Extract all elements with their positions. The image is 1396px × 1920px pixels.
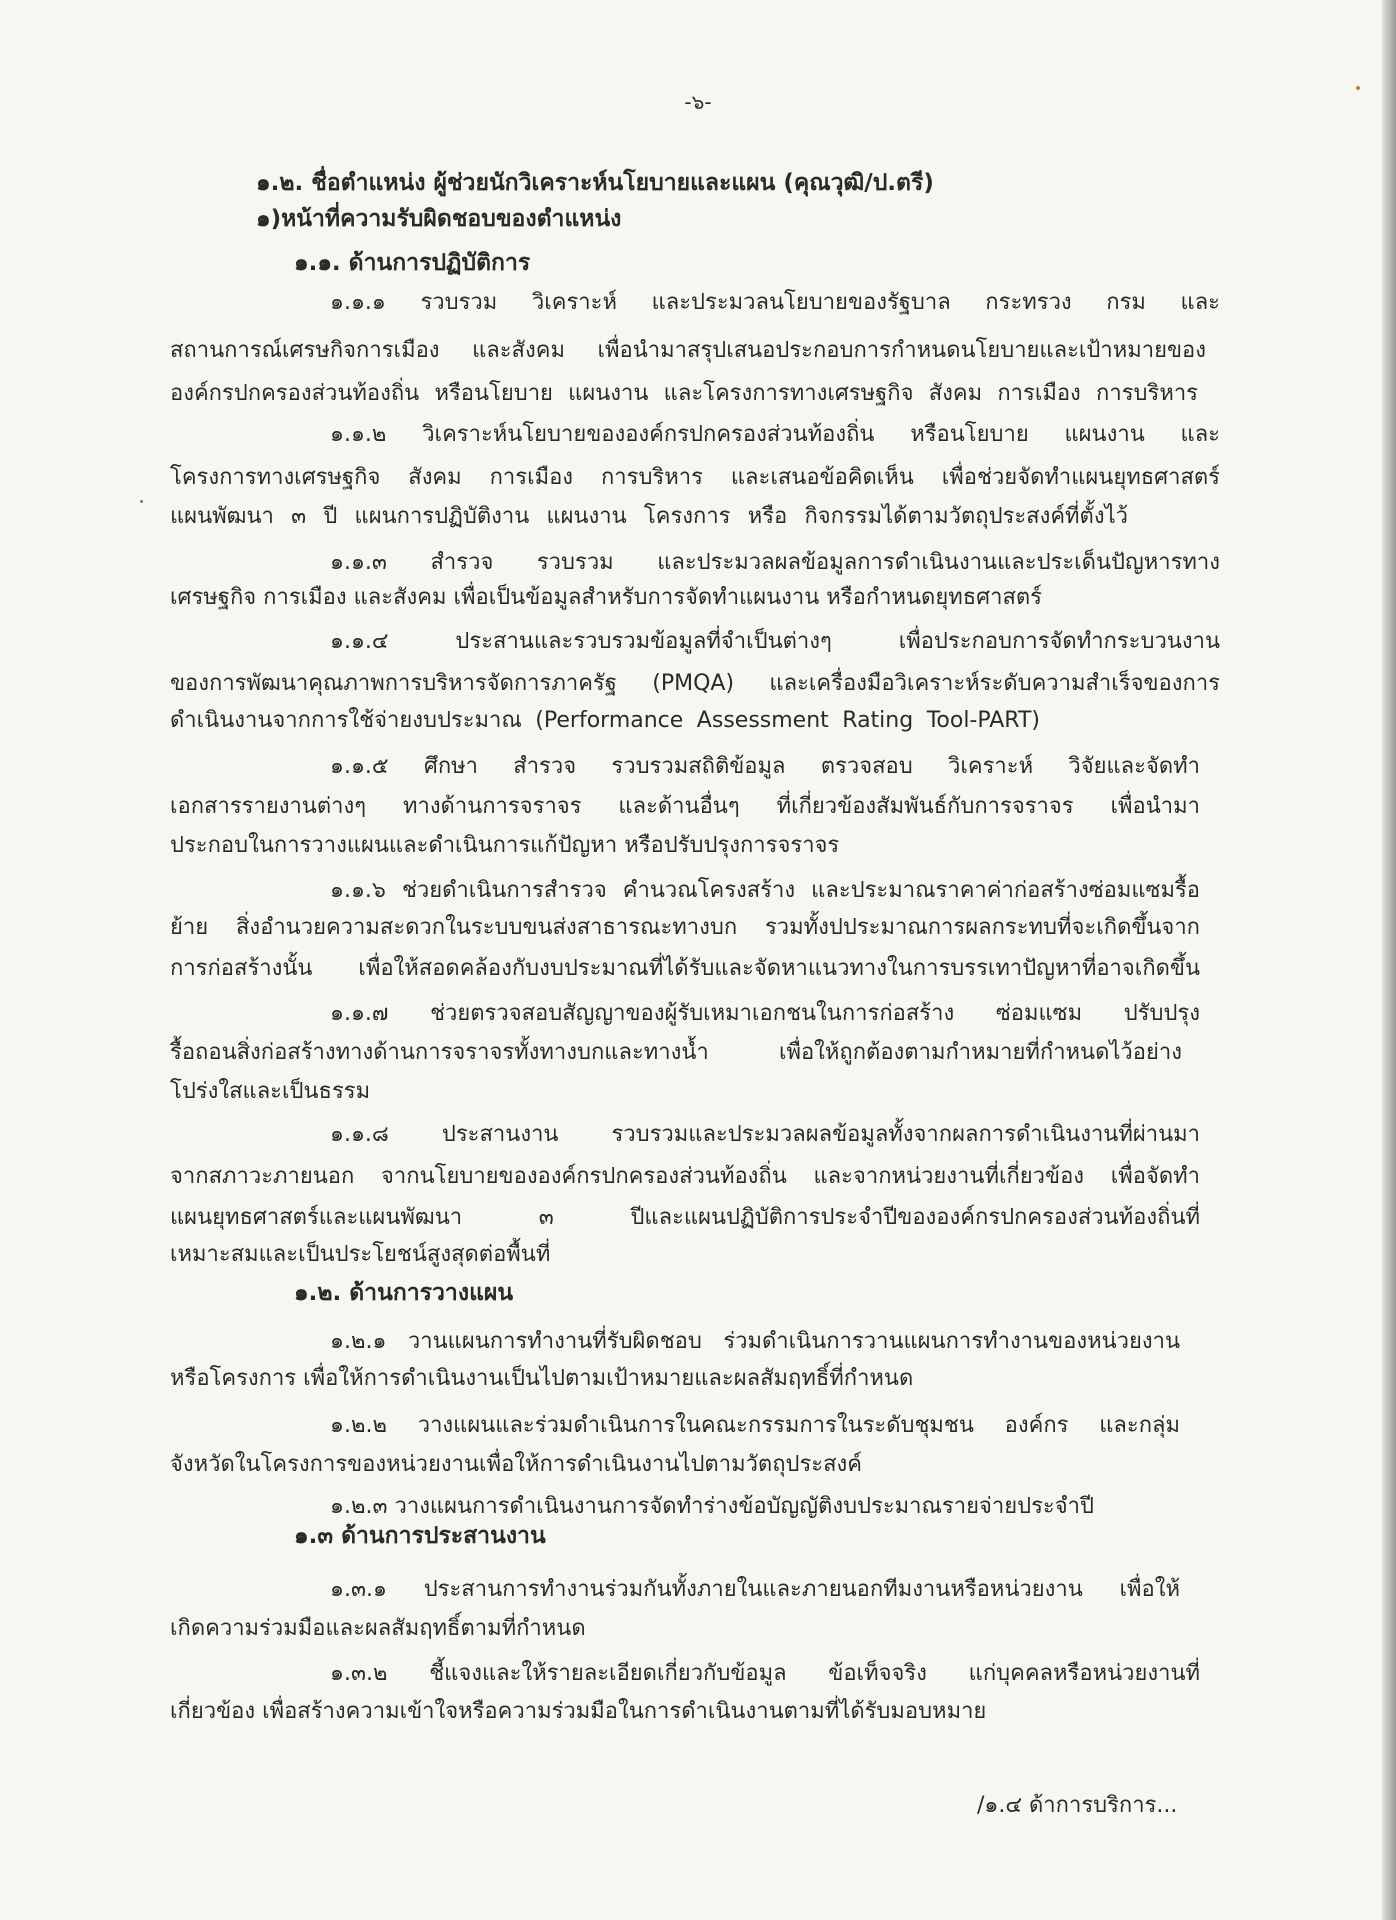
paragraph-line: โปร่งใสและเป็นธรรม bbox=[170, 1079, 371, 1104]
duties-title: ๑)หน้าที่ความรับผิดชอบของตำแหน่ง bbox=[256, 206, 622, 232]
paragraph-line: สถานการณ์เศรษกิจการเมือง และสังคม เพื่อนำมาสรุปเสนอประกอบการกำหนดนโยบายและเป้าหมายของ bbox=[170, 338, 1206, 363]
paragraph-line: ๑.๑.๕ ศึกษา สำรวจ รวบรวมสถิติข้อมูล ตรวจสอบ วิเคราะห์ วิจัยและจัดทำ bbox=[330, 754, 1200, 779]
paragraph-line: แผนพัฒนา ๓ ปี แผนการปฏิบัติงาน แผนงาน โครงการ หรือ กิจกรรมได้ตามวัตถุประสงค์ที่ตั้งไว้ bbox=[170, 504, 1128, 529]
paragraph-line: ของการพัฒนาคุณภาพการบริหารจัดการภาครัฐ (PMQA) และเครื่องมือวิเคราะห์ระดับความสำเร็จของการ bbox=[170, 671, 1220, 696]
paragraph-line: ๑.๓.๑ ประสานการทำงานร่วมกันทั้งภายในและภายนอกทีมงานหรือหน่วยงาน เพื่อให้ bbox=[330, 1577, 1180, 1602]
paragraph-line: ย้าย สิ่งอำนวยความสะดวกในระบบขนส่งสาธารณะทางบก รวมทั้งปประมาณการผลกระทบที่จะเกิดขึ้นจาก bbox=[170, 915, 1200, 940]
section-heading-operations: ๑.๑. ด้านการปฏิบัติการ bbox=[294, 250, 531, 276]
paragraph-line: ๑.๓.๒ ชี้แจงและให้รายละเอียดเกี่ยวกับข้อมูล ข้อเท็จจริง แก่บุคคลหรือหน่วยงานที่ bbox=[330, 1661, 1200, 1686]
paragraph-line: เศรษฐกิจ การเมือง และสังคม เพื่อเป็นข้อมูลสำหรับการจัดทำแผนงาน หรือกำหนดยุทธศาสตร์ bbox=[170, 585, 1042, 610]
section-heading-coordination: ๑.๓ ด้านการประสานงาน bbox=[294, 1523, 546, 1549]
page-number: -๖- bbox=[684, 90, 712, 114]
paragraph-line: ๑.๑.๓ สำรวจ รวบรวม และประมวลผลข้อมูลการดำเนินงานและประเด็นปัญหารทาง bbox=[330, 550, 1220, 575]
paragraph-line: หรือโครงการ เพื่อให้การดำเนินงานเป็นไปตามเป้าหมายและผลสัมฤทธิ์ที่กำหนด bbox=[170, 1366, 914, 1391]
paragraph-line: รื้อถอนสิ่งก่อสร้างทางด้านการจราจรทั้งทางบกและทางน้ำ เพื่อให้ถูกต้องตามกำหมายที่กำหนดไว้อย่าง bbox=[170, 1040, 1182, 1065]
paragraph-line: ๑.๑.๖ ช่วยดำเนินการสำรวจ คำนวณโครงสร้าง และประมาณราคาค่าก่อสร้างซ่อมแซมรื้อ bbox=[330, 878, 1200, 903]
paragraph-line: ๑.๑.๘ ประสานงาน รวบรวมและประมวลผลข้อมูลทั้งจากผลการดำเนินงานที่ผ่านมา bbox=[330, 1122, 1200, 1147]
paragraph-line: ประกอบในการวางแผนและดำเนินการแก้ปัญหา หรือปรับปรุงการจราจร bbox=[170, 833, 840, 858]
position-title: ๑.๒. ชื่อตำแหน่ง ผู้ช่วยนักวิเคราะห์นโยบายและแผน (คุณวุฒิ/ป.ตรี) bbox=[256, 170, 934, 196]
paragraph-line: ๑.๑.๒ วิเคราะห์นโยบายขององค์กรปกครองส่วนท้องถิ่น หรือนโยบาย แผนงาน และ bbox=[330, 422, 1220, 447]
continuation-footer: /๑.๔ ด้าการบริการ... bbox=[977, 1793, 1178, 1818]
paragraph-line: ๑.๑.๔ ประสานและรวบรวมข้อมูลที่จำเป็นต่างๆ เพื่อประกอบการจัดทำกระบวนงาน bbox=[330, 629, 1220, 654]
paragraph-line: ดำเนินงานจากการใช้จ่ายงบประมาณ (Performance Assessment Rating Tool-PART) bbox=[170, 708, 1040, 733]
paragraph-line: ๑.๒.๓ วางแผนการดำเนินงานการจัดทำร่างข้อบัญญัติงบประมาณรายจ่ายประจำปี bbox=[330, 1494, 1094, 1519]
paragraph-line: เกิดความร่วมมือและผลสัมฤทธิ์ตามที่กำหนด bbox=[170, 1616, 586, 1641]
paragraph-line: เหมาะสมและเป็นประโยชน์สูงสุดต่อพื้นที่ bbox=[170, 1242, 551, 1267]
paragraph-line: ๑.๒.๑ วานแผนการทำงานที่รับผิดชอบ ร่วมดำเนินการวานแผนการทำงานของหน่วยงาน bbox=[330, 1329, 1180, 1354]
paragraph-line: จังหวัดในโครงการของหน่วยงานเพื่อให้การดำเนินงานไปตามวัตถุประสงค์ bbox=[170, 1452, 863, 1477]
paragraph-line: แผนยุทธศาสตร์และแผนพัฒนา ๓ ปีและแผนปฏิบัติการประจำปีขององค์กรปกครองส่วนท้องถิ่นที่ bbox=[170, 1205, 1200, 1230]
paragraph-line: เกี่ยวข้อง เพื่อสร้างความเข้าใจหรือความร่วมมือในการดำเนินงานตามที่ได้รับมอบหมาย bbox=[170, 1699, 987, 1724]
paragraph-line: ๑.๒.๒ วางแผนและร่วมดำเนินการในคณะกรรมการในระดับชุมชน องค์กร และกลุ่ม bbox=[330, 1413, 1180, 1438]
paragraph-line: ๑.๑.๗ ช่วยตรวจสอบสัญญาของผู้รับเหมาเอกชนในการก่อสร้าง ซ่อมแซม ปรับปรุง bbox=[330, 1001, 1200, 1026]
paragraph-line: องค์กรปกครองส่วนท้องถิ่น หรือนโยบาย แผนงาน และโครงการทางเศรษฐกิจ สังคม การเมือง การบริหาร bbox=[170, 381, 1198, 406]
paragraph-line: ๑.๑.๑ รวบรวม วิเคราะห์ และประมวลนโยบายของรัฐบาล กระทรวง กรม และ bbox=[330, 290, 1220, 315]
paragraph-line: โครงการทางเศรษฐกิจ สังคม การเมือง การบริหาร และเสนอข้อคิดเห็น เพื่อช่วยจัดทำแผนยุทธศาสตร์ bbox=[170, 465, 1220, 490]
section-heading-planning: ๑.๒. ด้านการวางแผน bbox=[294, 1280, 514, 1306]
paragraph-line: เอกสารรายงานต่างๆ ทางด้านการจราจร และด้านอื่นๆ ที่เกี่ยวข้องสัมพันธ์กับการจราจร เพื่อนำมา bbox=[170, 794, 1200, 819]
paragraph-line: จากสภาวะภายนอก จากนโยบายขององค์กรปกครองส่วนท้องถิ่น และจากหน่วยงานที่เกี่ยวข้อง เพื่อจัดทำ bbox=[170, 1164, 1200, 1189]
paragraph-line: การก่อสร้างนั้น เพื่อให้สอดคล้องกับงบประมาณที่ได้รับและจัดหาแนวทางในการบรรเทาปัญหาที่อาจเกิดขึ้น bbox=[170, 956, 1200, 981]
